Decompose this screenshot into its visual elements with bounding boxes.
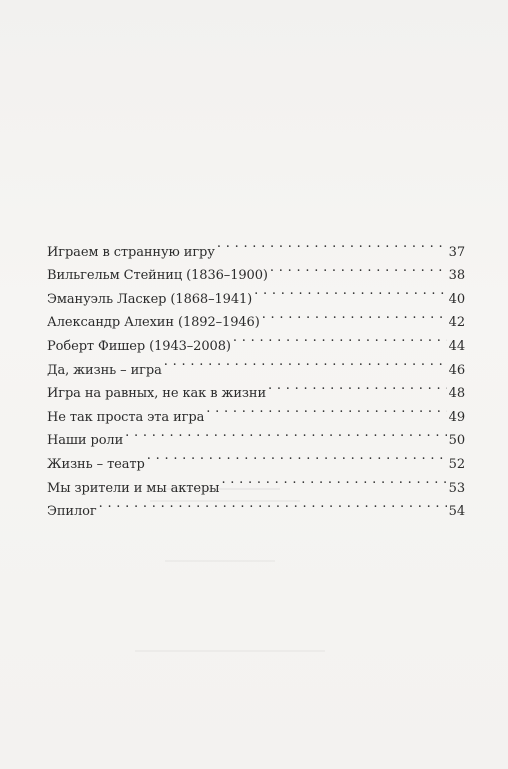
toc-dot-leader [254,279,447,303]
toc-entry-title: Наши роли [47,433,124,449]
toc-entry-page: 50 [448,433,465,449]
toc-entry [47,492,465,520]
toc-entry-title: Вильгельм Стейниц (1836–1900) [47,268,268,284]
toc-entry-page: 38 [448,268,465,284]
toc-dot-leader [233,326,447,350]
toc-entry-title: Играем в странную игру [47,244,215,260]
toc-entry-title: Мы зрители и мы актеры [47,480,220,496]
toc-entry-title: Эмануэль Ласкер (1868–1941) [47,291,253,307]
toc-entry-page: 37 [448,244,465,260]
toc-entry-page: 52 [448,456,465,472]
toc-entry [47,232,465,260]
toc-dot-leader [147,444,447,468]
table-of-contents [47,232,465,520]
toc-dot-leader [99,492,447,516]
toc-dot-leader [270,256,447,280]
toc-entry-page: 53 [448,480,465,496]
toc-dot-leader [262,303,447,327]
toc-entry-page: 42 [448,315,465,331]
toc-entry-title: Жизнь – театр [47,456,145,472]
toc-dot-leader [217,232,447,256]
toc-entry-page: 49 [448,409,465,425]
toc-entry-title: Не так проста эта игра [47,409,205,425]
toc-entry-page: 44 [448,338,465,354]
toc-entry-page: 46 [448,362,465,378]
toc-entry-title: Эпилог [47,504,97,520]
toc-entry-title: Да, жизнь – игра [47,362,162,378]
toc-entry-title: Игра на равных, не как в жизни [47,386,267,402]
toc-entry-page: 54 [448,504,465,520]
toc-dot-leader [221,468,446,492]
toc-dot-leader [268,374,447,398]
toc-entry-title: Александр Алехин (1892–1946) [47,315,260,331]
toc-entry-page: 40 [448,291,465,307]
show-through-mark [165,560,275,562]
toc-entry-title: Роберт Фишер (1943–2008) [47,338,231,354]
toc-dot-leader [125,421,447,445]
toc-dot-leader [206,397,446,421]
show-through-mark [135,650,325,652]
toc-dot-leader [164,350,447,374]
toc-entry-page: 48 [448,386,465,402]
